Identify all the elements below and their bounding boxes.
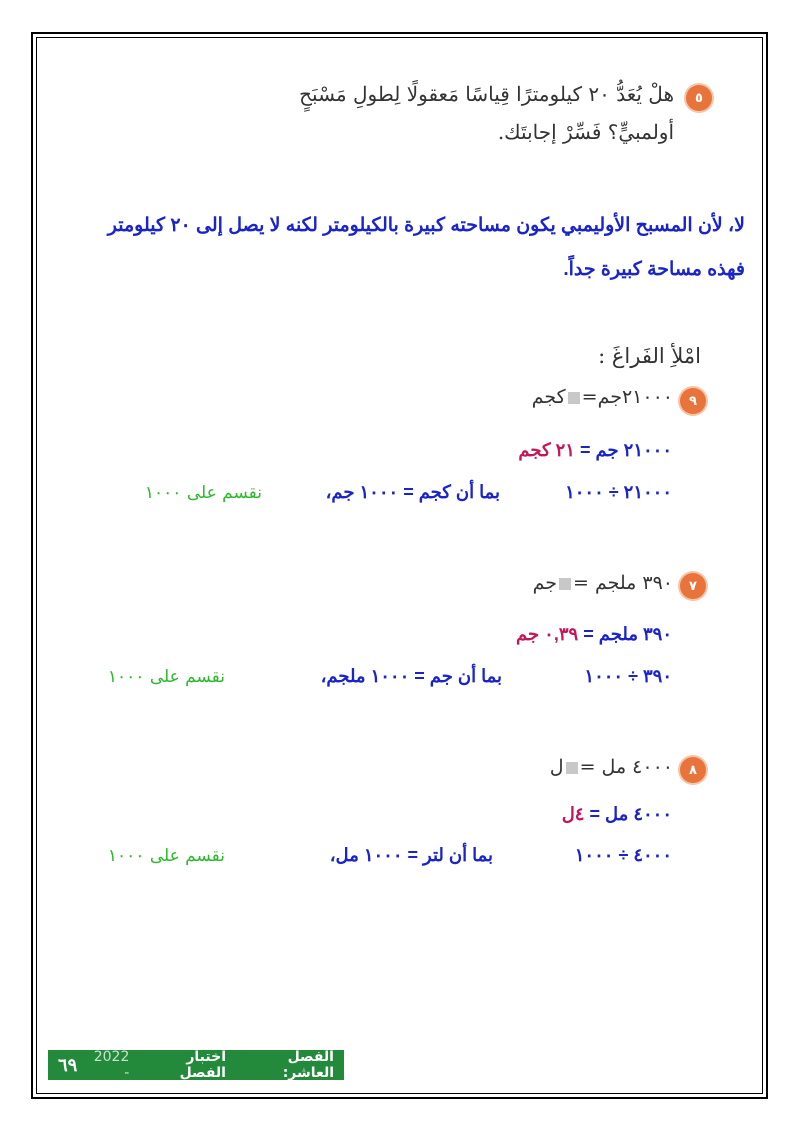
page-number: ٦٩ [58,1054,78,1076]
exercise-answer [516,624,672,645]
exercise-note [145,483,262,503]
question-number-badge: ٥ [686,85,712,111]
divide-note: نقسم على ١٠٠٠ [107,846,225,866]
answer-left: ٤٠٠٠ مل = [589,804,672,824]
exercise-reason [330,845,493,866]
exercise-question-left: ٤٠٠٠ مل = [579,756,673,778]
exercise-question [532,386,673,408]
divide-note: نقسم على ١٠٠٠ [144,483,262,503]
exercise-work-line [565,482,672,503]
conversion-reason: بما أن لتر = ١٠٠٠ مل، [329,845,493,865]
answer-result: ٢١ كجم [518,440,575,460]
exercise-question-left: ٣٩٠ ملجم = [572,572,673,594]
exercise-note [108,846,225,866]
exercise-question-unit: جم [532,572,557,594]
exercise-reason [326,482,500,503]
exercise-answer [518,440,672,461]
answer-result: ٤ل [561,804,585,824]
exercise-answer [562,804,672,825]
divide-note: نقسم على ١٠٠٠ [107,667,225,687]
exercise-reason [321,666,502,687]
exercise-question-left: ٢١٠٠٠جم= [581,386,673,408]
exercise-number-badge: ٩ [680,388,706,414]
exercise-question [550,756,673,778]
division-work: ٢١٠٠٠ ÷ ١٠٠٠ [565,482,672,502]
conversion-reason: بما أن جم = ١٠٠٠ ملجم، [320,666,502,686]
exercise-note [108,667,225,687]
exercise-number-badge: ٨ [680,757,706,783]
exercise-question-unit: كجم [531,386,566,408]
blank-box [568,392,580,404]
footer-test: اختبار الفصل [179,1049,226,1081]
blank-box [559,578,571,590]
fill-blanks-heading: امْلأِ الفَراغَ : [598,344,701,368]
exercise-question [533,572,673,594]
answer-result: ٠,٣٩ جم [516,624,579,644]
answer-5-line-1: لا، لأن المسبح الأوليمبي يكون مساحته كبيرة بالكيلومتر لكنه لا يصل إلى ٢٠ كيلومتر [107,215,745,236]
question-5-line-2: أولمبيٍّ؟ فَسِّرْ إجابتَك. [497,120,674,144]
exercise-work-line [575,845,672,866]
answer-left: ٣٩٠ ملجم = [583,624,672,644]
exercise-question-unit: ل [549,756,564,778]
chapter-footer-banner [48,1050,344,1080]
answer-5-line-2: فهذه مساحة كبيرة جداً. [563,259,745,280]
footer-year: 2022 - [93,1049,130,1081]
exercise-work-line [584,666,672,687]
question-5-line-1: هلْ يُعَدُّ ٢٠ كيلومترًا قِياسًا مَعقولًا لِطولِ مَسْبَحٍ [299,82,674,106]
division-work: ٤٠٠٠ ÷ ١٠٠٠ [574,845,672,865]
blank-box [566,762,578,774]
conversion-reason: بما أن كجم = ١٠٠٠ جم، [325,482,500,502]
division-work: ٣٩٠ ÷ ١٠٠٠ [584,666,672,686]
footer-chapter: الفصل العاشر: [282,1049,334,1081]
answer-left: ٢١٠٠٠ جم = [580,440,672,460]
exercise-number-badge: ٧ [680,573,706,599]
page-border-inner [36,37,763,1094]
